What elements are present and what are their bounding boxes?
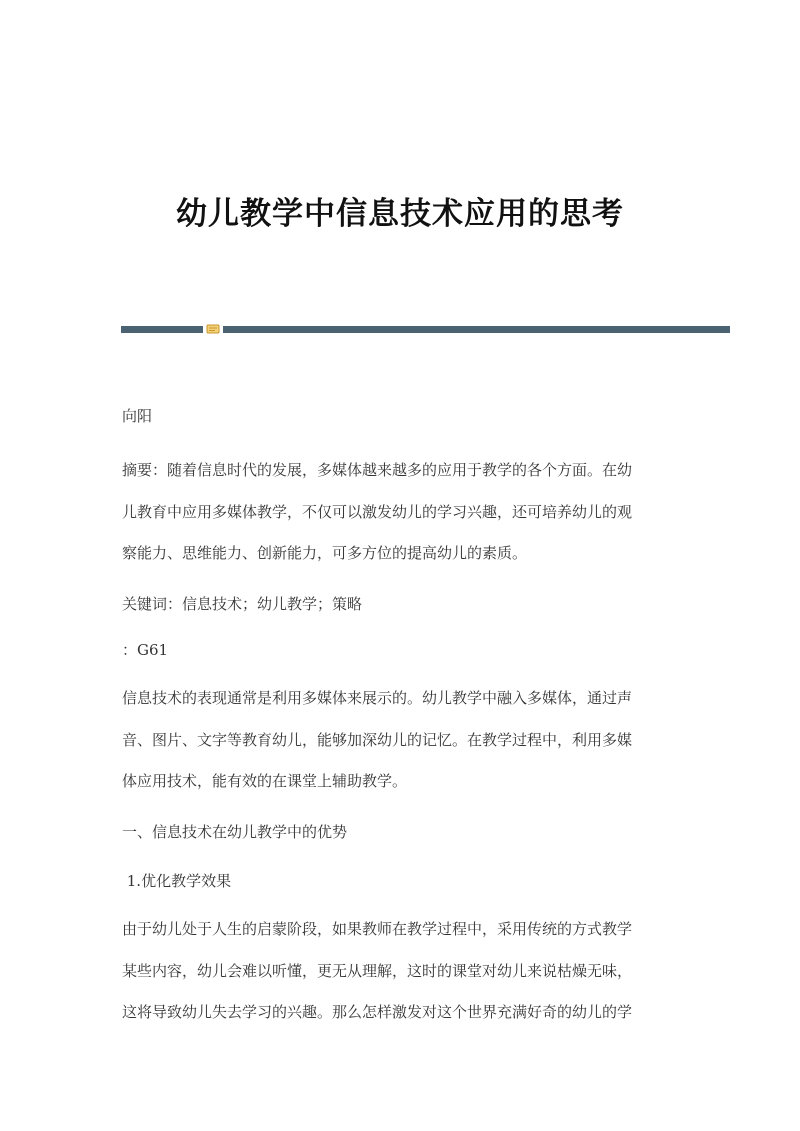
pencil-icon — [206, 324, 220, 334]
abstract-line: 摘要：随着信息时代的发展，多媒体越来越多的应用于教学的各个方面。在幼 — [122, 461, 633, 479]
classification-code: ：G61 — [122, 641, 169, 659]
body-line: 这将导致幼儿失去学习的兴趣。那么怎样激发对这个世界充满好奇的幼儿的学 — [122, 1003, 633, 1021]
section-heading: 一、信息技术在幼儿教学中的优势 — [122, 823, 348, 841]
body-line: 由于幼儿处于人生的启蒙阶段，如果教师在教学过程中，采用传统的方式教学 — [122, 920, 633, 938]
document-title: 幼儿教学中信息技术应用的思考 — [176, 196, 624, 232]
body-line: 体应用技术，能有效的在课堂上辅助教学。 — [122, 772, 408, 790]
subsection-heading: 1.优化教学效果 — [122, 872, 232, 890]
body-line: 某些内容，幼儿会难以听懂，更无从理解，这时的课堂对幼儿来说枯燥无味， — [122, 962, 633, 980]
body-line: 音、图片、文字等教育幼儿，能够加深幼儿的记忆。在教学过程中，利用多媒 — [122, 731, 633, 749]
abstract-line: 儿教育中应用多媒体教学，不仅可以激发幼儿的学习兴趣，还可培养幼儿的观 — [122, 503, 633, 521]
abstract-line: 察能力、思维能力、创新能力，可多方位的提高幼儿的素质。 — [122, 544, 528, 562]
author-name: 向阳 — [122, 407, 153, 425]
body-line: 信息技术的表现通常是利用多媒体来展示的。幼儿教学中融入多媒体，通过声 — [122, 689, 633, 707]
title-divider — [121, 326, 730, 334]
divider-bar-left — [121, 326, 203, 333]
divider-bar-right — [223, 326, 730, 333]
keywords-line: 关键词：信息技术；幼儿教学；策略 — [122, 595, 363, 613]
